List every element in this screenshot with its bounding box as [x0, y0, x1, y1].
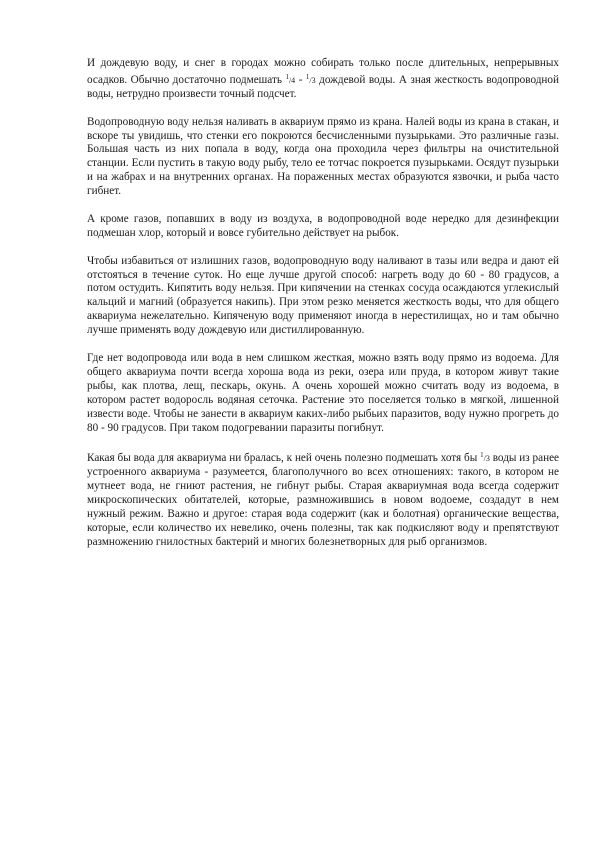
fraction-one-quarter: $^1$/4: [285, 72, 296, 85]
paragraph-tap-water: Водопроводную воду нельзя наливать в аквариум прямо из крана. Налей воды из крана в стакан, и вскоре ты увидишь, что стенки его покроются бесчисленными пузырьками. Это различные газы. Большая часть из них попала в воду, когда она проходила через фильтры на очистительной станции. Если пустить в такую воду рыбу, тело ее тотчас покроется пузырьками. Осядут пузырьки и на жабрах и на внутренних органах. На пораженных местах образуются язвочки, и рыба часто гибнет.: [87, 115, 559, 198]
document-page: [87, 57, 559, 564]
paragraph-chlorine: А кроме газов, попавших в воду из воздуха, в водопроводной воде нередко для дезинфекции подмешан хлор, который и вовсе губительно действует на рыбок.: [87, 212, 559, 239]
paragraph-text: Какая бы вода для аквариума ни бралась, к ней очень полезно подмешать хотя бы: [87, 452, 481, 465]
paragraph-pond-water: Где нет водопровода или вода в нем слишком жесткая, можно взять воду прямо из водоема. Для общего аквариума почти всегда хороша вода из реки, озера или пруда, в котором живут такие рыбы, как плотва, лещ, пескарь, окунь. А очень хорошей можно считать воду из водоема, в котором растет водоросль водяная сеточка. Растение это поселяется только в мягкой, лишенной извести воде. Чтобы не занести в аквариум каких-либо рыбьих паразитов, воду нужно прогреть до 80 - 90 градусов. При таком подогревании паразиты погибнут.: [87, 351, 559, 434]
paragraph-text: И дождевую воду, и снег в городах можно собирать только после длительных, непрерывных осадков. Обычно достаточно подмешать: [87, 57, 559, 86]
fraction-one-third: $^1$/3: [480, 451, 490, 464]
paragraph-old-aquarium-water: [87, 449, 559, 549]
fraction-one-third: $^1$/3: [305, 72, 316, 85]
paragraph-rain-water: И дождевую воду, и снег в городах можно собирать только после длительных, непрерывных осадков. Обычно достаточно подмешать $^1$/4 - $^1$/3 дождевой воды. А зная жесткость водопроводной воды, нетрудно произвести точный подсчет.: [87, 57, 559, 100]
paragraph-text: дождевой воды. А зная жесткость водопроводной воды, нетрудно произвести точный подсчет.: [87, 73, 559, 100]
paragraph-remove-gases: Чтобы избавиться от излишних газов, водопроводную воду наливают в тазы или ведра и дают ей отстояться в течение суток. Но еще лучше другой способ: нагреть воду до 60 - 80 градусов, а потом остудить. Кипятить воду нельзя. При кипячении на стенках сосуда осаждаются углекислый кальций и магний (образуется накипь). При этом резко меняется жесткость воды, что для общего аквариума нежелательно. Кипяченую воду применяют иногда в нерестилищах, но и там обычно лучше применять воду дождевую или дистиллированную.: [87, 254, 559, 337]
paragraph-text: воды из ранее устроенного аквариума - разумеется, благополучного во всех отношениях: такого, в котором не мутнеет вода, не гниют растения, не гибнут рыбы. Старая аквариумная вода всегда содержит микроскопических обитателей, которые, размножившись в новом водоеме, создадут в нем нужный режим. Важно и другое: старая вода содержит (как и болотная) органические вещества, которые, если количество их невелико, очень полезны, так как подкисляют воду и препятствуют размножению гнилостных бактерий и многих болезнетворных для рыб организмов.: [87, 452, 559, 548]
